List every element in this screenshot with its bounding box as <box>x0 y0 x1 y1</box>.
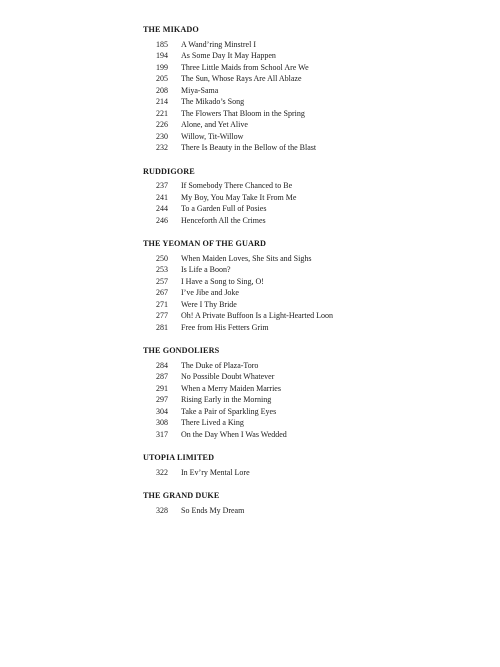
toc-entry <box>143 299 483 311</box>
song-title: Take a Pair of Sparkling Eyes <box>181 406 277 416</box>
toc-entry <box>143 192 483 204</box>
toc-entry <box>143 96 483 108</box>
song-title: Three Little Maids from School Are We <box>181 62 309 72</box>
song-title: A Wand’ring Minstrel I <box>181 39 256 49</box>
song-title: Alone, and Yet Alive <box>181 120 248 129</box>
page-number: 232 <box>156 143 168 152</box>
song-title: The Sun, Whose Rays Are All Ablaze <box>181 74 302 83</box>
song-title: To a Garden Full of Posies <box>181 204 267 213</box>
toc-entry <box>143 371 483 383</box>
toc-entry <box>143 62 483 74</box>
song-title: Miya-Sama <box>181 85 219 95</box>
song-title: Willow, Tit-Willow <box>181 131 244 141</box>
song-title: If Somebody There Chanced to Be <box>181 181 293 190</box>
toc-entry <box>143 203 483 215</box>
toc-entry <box>143 322 483 334</box>
toc-entry <box>143 505 483 517</box>
toc-section <box>143 345 483 440</box>
page-number: 250 <box>156 253 168 263</box>
song-title: When Maiden Loves, She Sits and Sighs <box>181 253 312 263</box>
toc-section <box>143 166 483 227</box>
page-number: 230 <box>156 131 168 141</box>
toc-entry <box>143 131 483 143</box>
page-number: 308 <box>156 418 168 427</box>
page-number: 267 <box>156 288 168 297</box>
toc-entry <box>143 406 483 418</box>
page-number: 291 <box>156 383 168 393</box>
page-number: 304 <box>156 406 168 416</box>
toc-entry <box>143 50 483 62</box>
song-title: I Have a Song to Sing, O! <box>181 276 264 286</box>
toc-entry <box>143 287 483 299</box>
page-number: 241 <box>156 192 168 202</box>
page-number: 328 <box>156 505 168 515</box>
page-number: 287 <box>156 372 168 381</box>
toc-section <box>143 452 483 478</box>
page-number: 271 <box>156 299 168 309</box>
page-number: 205 <box>156 74 168 83</box>
page-number: 185 <box>156 39 168 49</box>
song-title: Is Life a Boon? <box>181 265 231 274</box>
page-number: 214 <box>156 97 168 106</box>
page-number: 208 <box>156 85 168 95</box>
section-title: RUDDIGORE <box>143 166 195 176</box>
toc-entry <box>143 253 483 265</box>
page-number: 244 <box>156 204 168 213</box>
toc-section <box>143 490 483 516</box>
toc-entry <box>143 394 483 406</box>
toc-entry <box>143 73 483 85</box>
page-number: 246 <box>156 215 168 225</box>
song-title: Oh! A Private Buffoon Is a Light-Hearted Loon <box>181 311 334 320</box>
toc-entry <box>143 360 483 372</box>
song-title: In Ev’ry Mental Lore <box>181 467 250 477</box>
section-title: THE MIKADO <box>143 25 199 34</box>
song-title: Henceforth All the Crimes <box>181 215 266 225</box>
toc-entry <box>143 276 483 288</box>
song-title: My Boy, You May Take It From Me <box>181 192 297 202</box>
song-title: The Flowers That Bloom in the Spring <box>181 108 305 118</box>
page-number: 226 <box>156 120 168 129</box>
page-number: 253 <box>156 265 168 274</box>
page-number: 277 <box>156 311 168 320</box>
song-title: There Lived a King <box>181 418 244 427</box>
page-number: 281 <box>156 322 168 332</box>
page-number: 317 <box>156 429 168 439</box>
toc-entry <box>143 467 483 479</box>
page-number: 194 <box>156 51 168 60</box>
toc-entry <box>143 39 483 51</box>
section-title: UTOPIA LIMITED <box>143 453 215 462</box>
toc-entry <box>143 264 483 276</box>
toc-section <box>143 238 483 333</box>
section-title: THE GONDOLIERS <box>143 346 220 355</box>
toc-entry <box>143 108 483 120</box>
table-of-contents <box>143 24 483 528</box>
toc-entry <box>143 180 483 192</box>
song-title: The Duke of Plaza-Toro <box>181 360 259 370</box>
toc-entry <box>143 142 483 154</box>
song-title: I’ve Jibe and Joke <box>181 288 239 297</box>
section-title: THE YEOMAN OF THE GUARD <box>143 239 266 248</box>
page-number: 199 <box>156 62 168 72</box>
toc-entry <box>143 85 483 97</box>
song-title: On the Day When I Was Wedded <box>181 429 287 439</box>
page-number: 237 <box>156 181 168 190</box>
song-title: When a Merry Maiden Marries <box>181 383 281 393</box>
song-title: There Is Beauty in the Bellow of the Blast <box>181 143 317 152</box>
toc-entry <box>143 310 483 322</box>
toc-entry <box>143 215 483 227</box>
song-title: As Some Day It May Happen <box>181 51 276 60</box>
song-title: So Ends My Dream <box>181 505 245 515</box>
toc-entry <box>143 119 483 131</box>
toc-entry <box>143 417 483 429</box>
toc-entry <box>143 383 483 395</box>
toc-section <box>143 24 483 154</box>
page-number: 284 <box>156 360 168 370</box>
song-title: Free from His Fetters Grim <box>181 322 269 332</box>
song-title: Rising Early in the Morning <box>181 395 272 404</box>
page-number: 221 <box>156 108 168 118</box>
song-title: The Mikado’s Song <box>181 97 245 106</box>
toc-entry <box>143 429 483 441</box>
page-number: 297 <box>156 395 168 404</box>
page-number: 257 <box>156 276 168 286</box>
section-title: THE GRAND DUKE <box>143 491 220 500</box>
page-number: 322 <box>156 467 168 477</box>
song-title: Were I Thy Bride <box>181 299 237 309</box>
song-title: No Possible Doubt Whatever <box>181 372 275 381</box>
